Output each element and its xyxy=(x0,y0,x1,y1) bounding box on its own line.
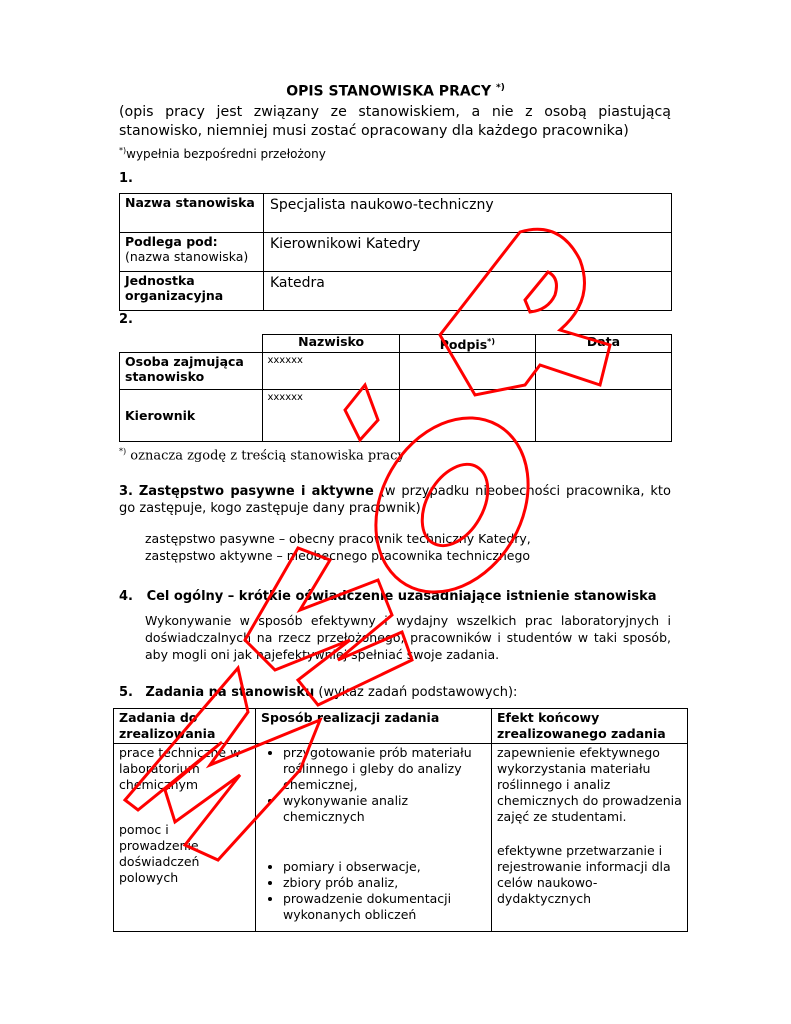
section-heading-rest: (wykaz zadań podstawowych): xyxy=(318,685,518,700)
data-cell xyxy=(535,390,671,442)
table-row xyxy=(120,272,672,311)
label-cell xyxy=(120,390,263,442)
effect-item: zapewnienie efektywnego wykorzystania materiału roślinnego i analiz chemicznych do prowadzenia zajęć ze studentami. xyxy=(497,745,682,824)
footnote-mark: *) xyxy=(119,146,127,155)
table-row xyxy=(120,390,672,442)
header-nazwisko: Nazwisko xyxy=(263,335,399,353)
row-label-sub: (nazwa stanowiska) xyxy=(125,249,249,264)
list-item: • przygotowanie prób materiału roślinnego i gleby do analizy chemicznej, xyxy=(283,745,486,793)
list-item: • pomiary i obserwacje, xyxy=(283,859,486,875)
section-4-body: Wykonywanie w sposób efektywny i wydajny wszelkich prac laboratoryjnych i doświadczalnych na rzecz przełożonego, pracowników i studentów w taki sposób, aby mogli oni jak najefektywniej spełniać swoje zadania. xyxy=(145,613,671,662)
empty-header-cell xyxy=(120,335,263,353)
header-podpis xyxy=(399,335,535,353)
value-cell: Kierownikowi Katedry xyxy=(264,233,672,272)
substitution-passive: zastępstwo pasywne – obecny pracownik techniczny Katedry, xyxy=(145,531,531,546)
title-footnote-mark: *) xyxy=(495,83,505,93)
page-title xyxy=(0,83,791,100)
section-number: 5. xyxy=(119,685,133,700)
methods-cell xyxy=(256,744,492,932)
table-row xyxy=(114,744,688,932)
row-label: Nazwa stanowiska xyxy=(125,195,255,210)
row-label: Osoba zajmująca stanowisko xyxy=(125,354,244,385)
podpis-cell xyxy=(399,353,535,390)
podpis-footnote-mark: *) xyxy=(487,337,495,346)
table-header-row xyxy=(114,709,688,744)
table-row xyxy=(120,194,672,233)
value-cell: Katedra xyxy=(264,272,672,311)
task-item: pomoc i prowadzenie doświadczeń polowych xyxy=(119,822,200,885)
method-list xyxy=(261,745,486,825)
title-text: OPIS STANOWISKA PRACY xyxy=(286,83,492,100)
header-method: Sposób realizacji zadania xyxy=(256,709,492,744)
label-cell xyxy=(120,194,264,233)
header-effect: Efekt końcowy zrealizowanego zadania xyxy=(492,709,688,744)
header-data: Data xyxy=(535,335,671,353)
effects-cell xyxy=(492,744,688,932)
row-label: Jednostka organizacyjna xyxy=(125,273,224,303)
section-4-heading xyxy=(119,589,657,604)
section-5-heading xyxy=(119,685,517,700)
label-cell xyxy=(120,233,264,272)
header-tasks: Zadania do zrealizowania xyxy=(114,709,256,744)
tasks-table xyxy=(113,708,688,932)
section-1-number: 1. xyxy=(119,171,133,186)
value-cell: Specjalista naukowo-techniczny xyxy=(264,194,672,233)
section-heading: Cel ogólny – krótkie oświadczenie uzasadniające istnienie stanowiska xyxy=(146,589,657,604)
podpis-cell xyxy=(399,390,535,442)
data-cell xyxy=(535,353,671,390)
method-list xyxy=(261,859,486,923)
table-header-row xyxy=(120,335,672,353)
section-3-body xyxy=(145,530,671,564)
nazwisko-cell: xxxxxx xyxy=(263,390,399,442)
row-label: Kierownik xyxy=(125,408,196,424)
footnote-text: oznacza zgodę z treścią stanowiska pracy xyxy=(130,448,405,464)
effect-item: efektywne przetwarzanie i rejestrowanie informacji dla celów naukowo-dydaktycznych xyxy=(497,843,671,906)
table-row xyxy=(120,353,672,390)
section-heading: Zastępstwo pasywne i aktywne xyxy=(138,484,374,499)
footnote-mark: *) xyxy=(119,447,127,456)
substitution-active: zastępstwo aktywne – nieobecnego pracownika technicznego xyxy=(145,548,531,563)
position-table xyxy=(119,193,672,311)
task-item: prace techniczne w laboratorium chemicznym xyxy=(119,745,241,792)
header-podpis-label: Podpis xyxy=(439,337,488,353)
tasks-cell xyxy=(114,744,256,932)
list-item: • zbiory prób analiz, xyxy=(283,875,486,891)
intro-text: (opis pracy jest związany ze stanowiskiem, a nie z osobą piastującą stanowisko, niemniej musi zostać opracowany dla każdego pracownika) xyxy=(119,104,671,139)
section-3 xyxy=(119,483,671,517)
section-2-number: 2. xyxy=(119,312,133,327)
nazwisko-cell: xxxxxx xyxy=(263,353,399,390)
section-number: 3. xyxy=(119,484,133,499)
list-item: • wykonywanie analiz chemicznych xyxy=(283,793,486,825)
label-cell xyxy=(120,272,264,311)
list-item: • prowadzenie dokumentacji wykonanych obliczeń xyxy=(283,891,486,923)
footnote-consent xyxy=(119,447,405,463)
section-number: 4. xyxy=(119,589,133,604)
footnote-supervisor xyxy=(119,146,326,161)
footnote-text: wypełnia bezpośredni przełożony xyxy=(126,147,326,161)
section-heading: Zadania na stanowisku xyxy=(145,685,315,700)
row-label: Podlega pod: xyxy=(125,234,218,249)
section-heading-rest: (w przypadku nieobecności pracownika, kto go zastępuje, kogo zastępuje dany pracownik) xyxy=(119,484,671,516)
signature-table xyxy=(119,334,672,442)
label-cell xyxy=(120,353,263,390)
table-row xyxy=(120,233,672,272)
